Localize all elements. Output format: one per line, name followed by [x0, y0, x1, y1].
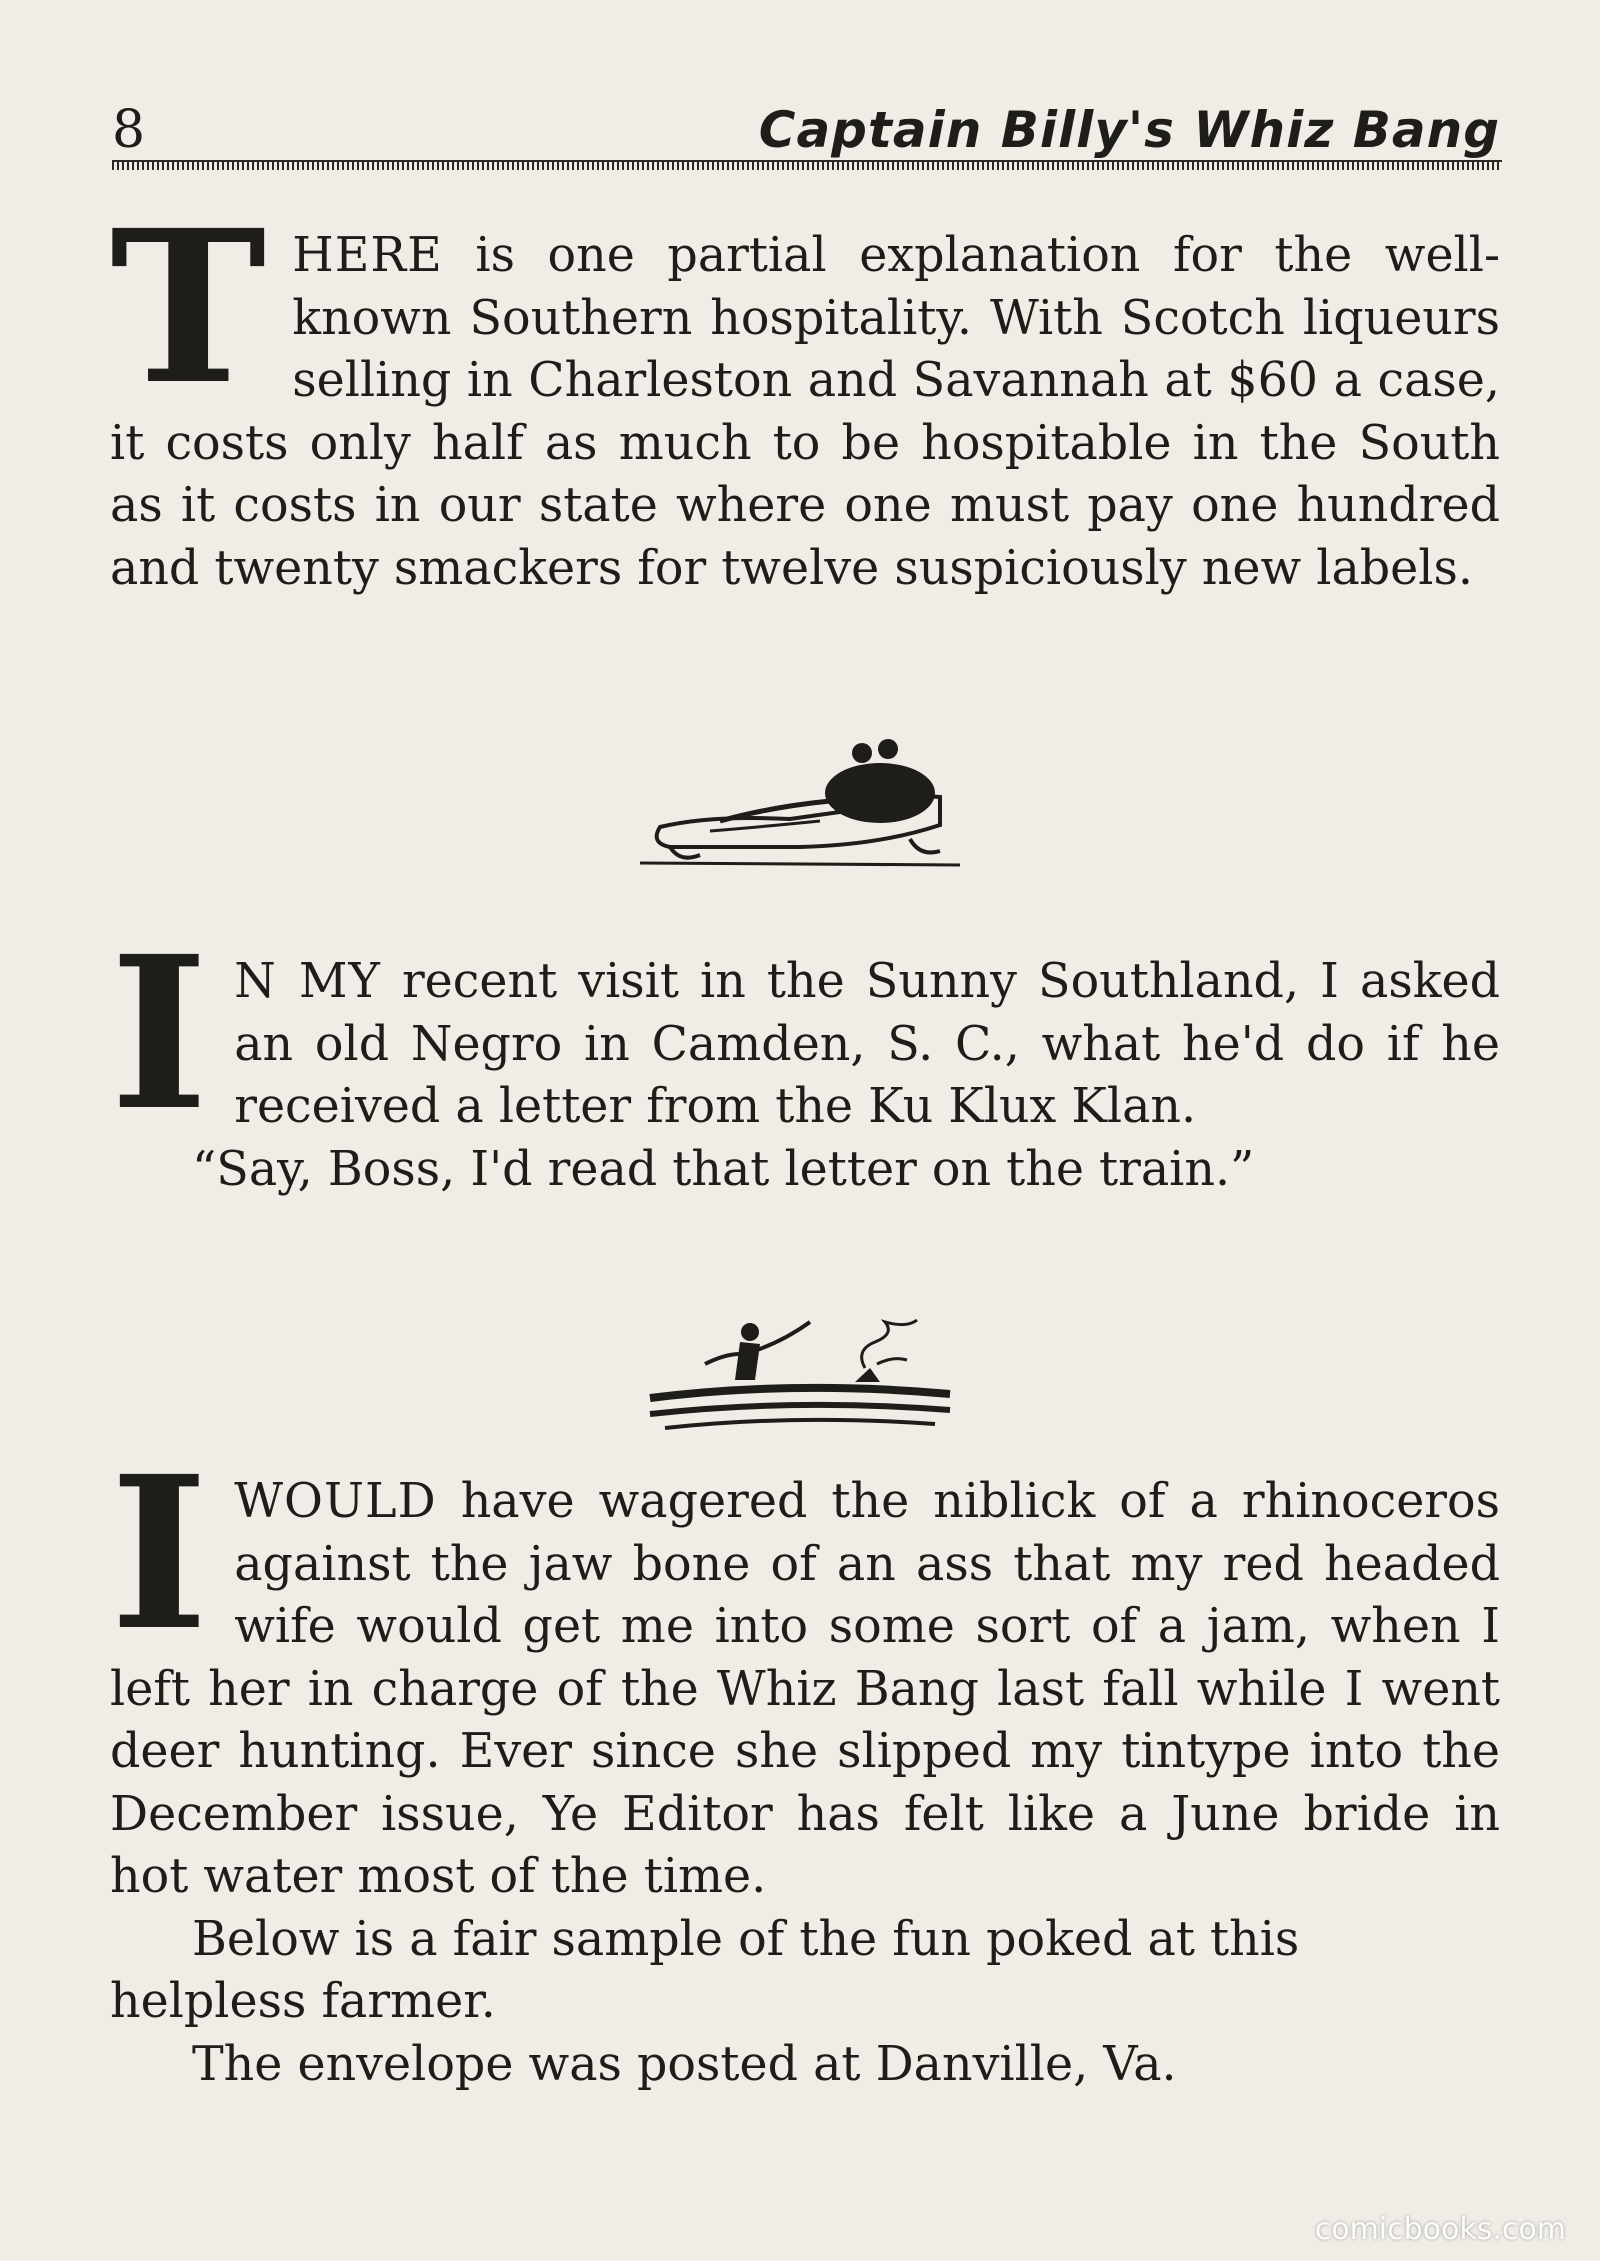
- paragraph-text: recent visit in the Sunny Southland, I asked an old Negro in Camden, S. C., what he'd do if he received a letter from the Ku Klux Klan.: [234, 954, 1501, 1134]
- story-paragraph: [110, 910, 1501, 1157]
- story-klan-letter: [110, 910, 1501, 1201]
- canoe-smoke-icon: [645, 1310, 955, 1435]
- lead-word: HERE: [292, 228, 443, 283]
- boat-couple-icon: [640, 735, 960, 875]
- watermark: comicbooks.com: [1314, 2212, 1566, 2247]
- running-head: Captain Billy's Whiz Bang: [758, 101, 1500, 159]
- header-rule: [112, 160, 1502, 170]
- lead-word: N MY: [234, 954, 381, 1009]
- drop-cap: I: [110, 910, 209, 1157]
- story-paragraph: The envelope was posted at Danville, Va.: [192, 2036, 1177, 2092]
- drop-cap: I: [110, 1430, 209, 1677]
- story-paragraph: Below is a fair sample of the fun poked at this helpless farmer.: [110, 1911, 1300, 2029]
- paragraph-text: have wagered the niblick of a rhinoceros against the jaw bone of an ass that my red headed wife would get me into some sort of a jam, when I left her in charge of the Whiz Bang last fall while I went deer hunting. Ever since she slipped my tintype into the December issue, Ye Editor has felt like a June bride in hot water most of the time.: [110, 1474, 1500, 1904]
- paragraph-text: is one partial explanation for the well-known Southern hospitality. With Scotch liqueurs selling in Charleston and Savannah at $60 a case, it costs only half as much to be hospitable in the South as it costs in our state where one must pay one hundred and twenty smackers for twelve suspiciously new labels.: [110, 228, 1500, 596]
- story-paragraph: [110, 1430, 1500, 1909]
- drop-cap: T: [110, 184, 267, 431]
- story-paragraph: “Say, Boss, I'd read that letter on the train.”: [192, 1141, 1255, 1197]
- story-hospitality: [110, 184, 1500, 600]
- story-paragraph: [110, 184, 1500, 600]
- story-red-headed-wife: [110, 1430, 1500, 2096]
- page-number: 8: [112, 100, 146, 160]
- lead-word: WOULD: [234, 1474, 437, 1529]
